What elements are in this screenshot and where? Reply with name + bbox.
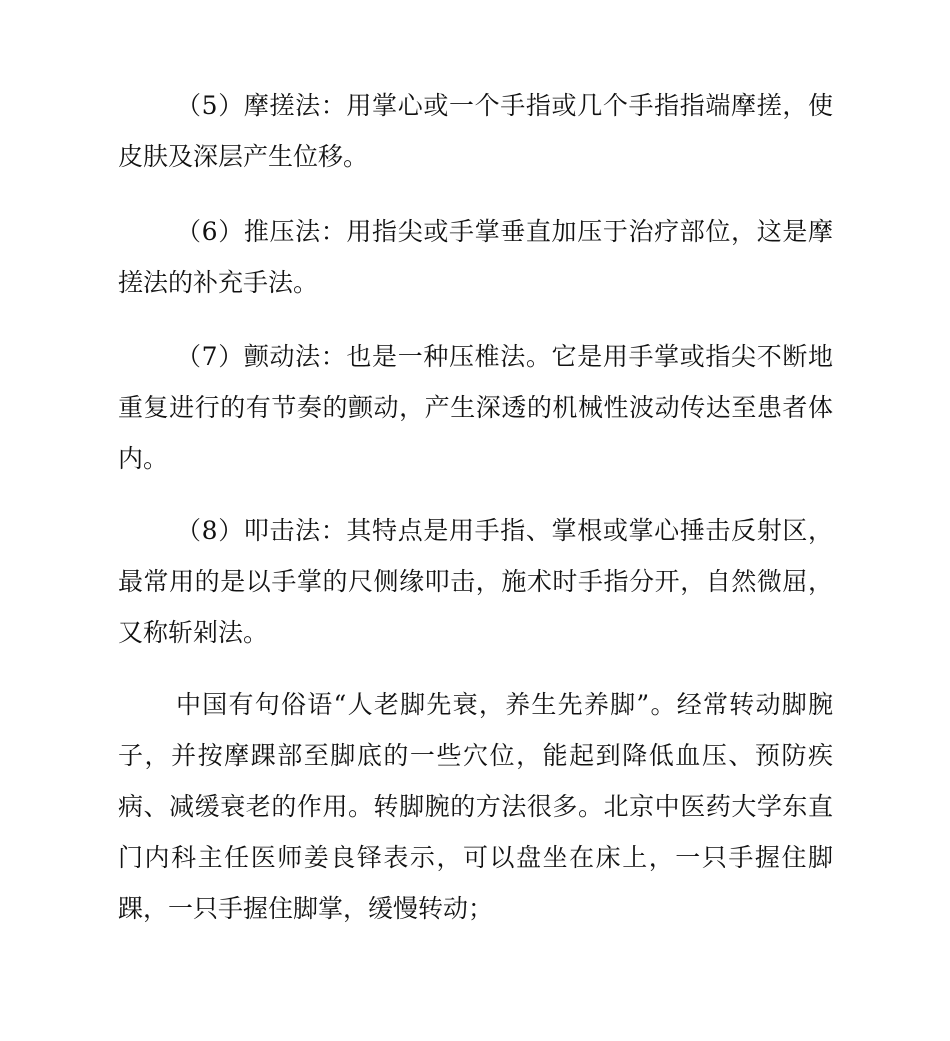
paragraph-push-press-method: （6）推压法：用指尖或手掌垂直加压于治疗部位，这是摩搓法的补充手法。 xyxy=(118,217,833,297)
paragraph-vibration-method: （7）颤动法：也是一种压椎法。它是用手掌或指尖不断地重复进行的有节奏的颤动，产生深透的机械性波动传达至患者体内。 xyxy=(118,342,833,473)
paragraph-rubbing-method: （5）摩搓法：用掌心或一个手指或几个手指指端摩搓，使皮肤及深层产生位移。 xyxy=(118,91,833,171)
paragraph-foot-care: 中国有句俗语“人老脚先衰，养生先养脚”。经常转动脚腕子，并按摩踝部至脚底的一些穴位，能起到降低血压、预防疾病、减缓衰老的作用。转脚腕的方法很多。北京中医药大学东直门内科主任医师姜良铎表示，可以盘坐在床上，一只手握住脚踝，一只手握住脚掌，缓慢转动； xyxy=(118,690,833,923)
paragraph-tapping-method: （8）叩击法：其特点是用手指、掌根或掌心捶击反射区，最常用的是以手掌的尺侧缘叩击，施术时手指分开，自然微屈，又称斩剁法。 xyxy=(118,516,833,647)
